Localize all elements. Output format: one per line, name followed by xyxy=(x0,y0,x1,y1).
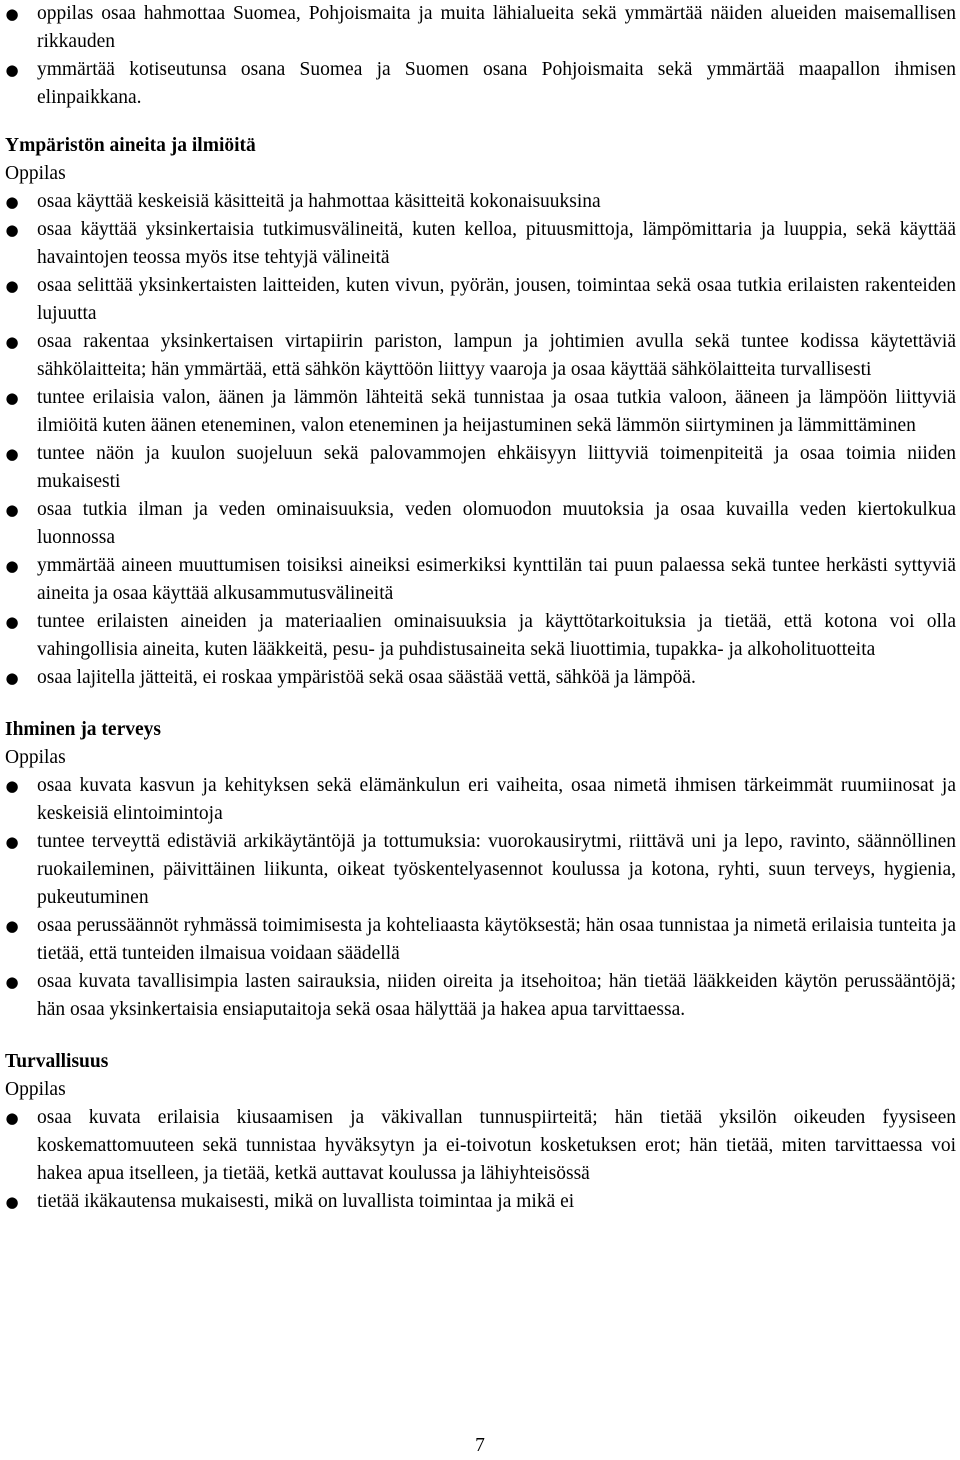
section-environment xyxy=(5,132,956,692)
list-item xyxy=(5,56,956,112)
list-item xyxy=(5,216,956,272)
list-item xyxy=(5,188,956,216)
list-item-text: tuntee erilaisia valon, äänen ja lämmön lähteitä sekä tunnistaa ja osaa tutkia valoon, ääneen ja lämpöön liittyviä ilmiöitä kuten äänen eteneminen, valon eteneminen ja heijastuminen sekä lämmön siirtyminen ja lämmittäminen xyxy=(37,387,956,436)
bullet-icon: ● xyxy=(5,221,19,239)
bullet-icon: ● xyxy=(5,613,19,631)
bullet-icon: ● xyxy=(5,777,19,795)
list-item-text: ymmärtää kotiseutunsa osana Suomea ja Suomen osana Pohjoismaita sekä ymmärtää maapallon ihmisen elinpaikkana. xyxy=(37,59,956,108)
list-item xyxy=(5,1188,956,1216)
list-item xyxy=(5,272,956,328)
page-content xyxy=(5,0,956,1216)
list-item-text: oppilas osaa hahmottaa Suomea, Pohjoismaita ja muita lähialueita sekä ymmärtää näiden alueiden maisemallisen rikkauden xyxy=(37,3,956,52)
bullet-icon: ● xyxy=(5,5,19,23)
list-item xyxy=(5,828,956,912)
list-item xyxy=(5,440,956,496)
bullet-icon: ● xyxy=(5,193,19,211)
section-lead: Oppilas xyxy=(5,1079,66,1100)
list-item xyxy=(5,384,956,440)
bullet-icon: ● xyxy=(5,669,19,687)
page-number: 7 xyxy=(475,1435,485,1456)
bullet-icon: ● xyxy=(5,333,19,351)
section-heading: Ihminen ja terveys xyxy=(5,719,161,740)
bullet-icon: ● xyxy=(5,973,19,991)
spacer xyxy=(5,692,956,716)
list-item-text: ymmärtää aineen muuttumisen toisiksi aineiksi esimerkiksi kynttilän tai puun palaessa sekä tuntee herkästi syttyviä aineita ja osaa käyttää alkusammutusvälineitä xyxy=(37,555,956,604)
list-item-text: tuntee näön ja kuulon suojeluun sekä palovammojen ehkäisyyn liittyviä toimenpiteitä ja osaa toimia niiden mukaisesti xyxy=(37,443,956,492)
list-item-text: osaa tutkia ilman ja veden ominaisuuksia, veden olomuodon muutoksia ja osaa kuvailla veden kiertokulkua luonnossa xyxy=(37,499,956,548)
list-item xyxy=(5,1104,956,1188)
section-safety xyxy=(5,1048,956,1216)
section-list xyxy=(5,772,956,1024)
list-item-text: osaa kuvata erilaisia kiusaamisen ja väkivallan tunnuspiirteitä; hän tietää yksilön oikeuden fyysiseen koskemattomuuteen sekä tunnistaa hyväksytyn ja ei-toivotun kosketuksen erot; hän tietää, miten tarvittaessa voi hakea apua itselleen, ja tietää, ketkä auttavat koulussa ja lähiyhteisössä xyxy=(37,1107,956,1184)
bullet-icon: ● xyxy=(5,1193,19,1211)
list-item xyxy=(5,552,956,608)
spacer xyxy=(5,112,956,132)
section-list xyxy=(5,1104,956,1216)
list-item-text: osaa kuvata kasvun ja kehityksen sekä elämänkulun eri vaiheita, osaa nimetä ihmisen tärkeimmät ruumiinosat ja keskeisiä elintoimintoja xyxy=(37,775,956,824)
bullet-icon: ● xyxy=(5,917,19,935)
list-item-text: osaa perussäännöt ryhmässä toimimisesta ja kohteliaasta käytöksestä; hän osaa tunnistaa ja nimetä erilaisia tunteita ja tietää, että tunteiden ilmaisua voidaan säädellä xyxy=(37,915,956,964)
list-item xyxy=(5,772,956,828)
spacer xyxy=(5,1024,956,1048)
list-item-text: osaa rakentaa yksinkertaisen virtapiirin pariston, lampun ja johtimien avulla sekä tuntee kodissa käytettäviä sähkölaitteita; hän ymmärtää, että sähkön käyttöön liittyy vaaroja ja osaa käyttää sähkölaitteita turvallisesti xyxy=(37,331,956,380)
list-item xyxy=(5,608,956,664)
list-item xyxy=(5,912,956,968)
bullet-icon: ● xyxy=(5,557,19,575)
section-heading: Ympäristön aineita ja ilmiöitä xyxy=(5,135,256,156)
section-lead: Oppilas xyxy=(5,747,66,768)
section-lead: Oppilas xyxy=(5,163,66,184)
bullet-icon: ● xyxy=(5,389,19,407)
section-heading: Turvallisuus xyxy=(5,1051,109,1072)
bullet-icon: ● xyxy=(5,277,19,295)
bullet-icon: ● xyxy=(5,61,19,79)
bullet-icon: ● xyxy=(5,445,19,463)
section-list xyxy=(5,188,956,692)
bullet-icon: ● xyxy=(5,1109,19,1127)
list-item-text: osaa käyttää yksinkertaisia tutkimusvälineitä, kuten kelloa, pituusmittoja, lämpömittaria ja luuppia, sekä käyttää havaintojen teossa myös itse tehtyjä välineitä xyxy=(37,219,956,268)
bullet-icon: ● xyxy=(5,833,19,851)
list-item-text: osaa lajitella jätteitä, ei roskaa ympäristöä sekä osaa säästää vettä, sähköä ja lämpöä. xyxy=(37,667,696,688)
list-item xyxy=(5,664,956,692)
section-health xyxy=(5,716,956,1024)
list-item-text: tuntee erilaisten aineiden ja materiaalien ominaisuuksia ja käyttötarkoituksia ja tietää, että kotona voi olla vahingollisia aineita, kuten lääkkeitä, pesu- ja puhdistusaineita sekä liuottimia, tupakka- ja alkoholituotteita xyxy=(37,611,956,660)
list-item-text: tuntee terveyttä edistäviä arkikäytäntöjä ja tottumuksia: vuorokausirytmi, riittävä uni ja lepo, ravinto, säännöllinen ruokaileminen, päivittäinen liikunta, oikeat työskentelyasennot koulussa ja kotona, ryhti, suun terveys, hygienia, pukeutuminen xyxy=(37,831,956,908)
list-item-text: tietää ikäkautensa mukaisesti, mikä on luvallista toimintaa ja mikä ei xyxy=(37,1191,575,1212)
list-item xyxy=(5,328,956,384)
intro-list xyxy=(5,0,956,112)
list-item xyxy=(5,0,956,56)
list-item-text: osaa selittää yksinkertaisten laitteiden, kuten vivun, pyörän, jousen, toimintaa sekä osaa tutkia erilaisten rakenteiden lujuutta xyxy=(37,275,956,324)
list-item xyxy=(5,968,956,1024)
list-item xyxy=(5,496,956,552)
list-item-text: osaa käyttää keskeisiä käsitteitä ja hahmottaa käsitteitä kokonaisuuksina xyxy=(37,191,601,212)
list-item-text: osaa kuvata tavallisimpia lasten sairauksia, niiden oireita ja itsehoitoa; hän tietää lääkkeiden käytön perussääntöjä; hän osaa yksinkertaisia ensiaputaitoja sekä osaa hälyttää ja hakea apua tarvittaessa. xyxy=(37,971,956,1020)
bullet-icon: ● xyxy=(5,501,19,519)
